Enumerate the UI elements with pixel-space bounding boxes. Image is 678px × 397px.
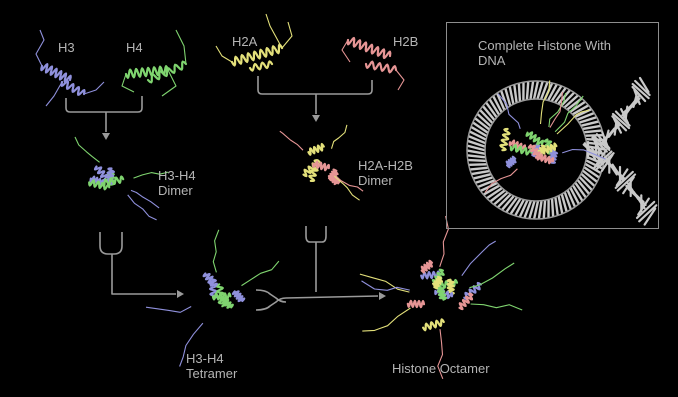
label-h3-h4-tetramer (186, 351, 237, 381)
label-h2b: H2B (393, 34, 419, 49)
helix-segment (213, 293, 231, 299)
arrowhead-to-h2a-h2b-dimer (312, 115, 320, 122)
connector-to-octamer (256, 290, 378, 310)
protein-tail (128, 195, 157, 220)
helix-segment (233, 291, 244, 301)
label-h4: H4 (126, 40, 143, 55)
protein-tail (362, 308, 410, 331)
label-h3: H3 (58, 40, 75, 55)
protein-tail (216, 46, 232, 62)
histone-octamer (360, 216, 522, 379)
label-h2a-h2b-dimer (358, 158, 413, 188)
protein-tail (242, 261, 279, 286)
label-tetramer-line2: Tetramer (186, 366, 238, 381)
helix-segment (423, 319, 444, 330)
protein-tail (146, 307, 191, 313)
helix-segment (62, 81, 85, 95)
connector-h2a-h2b (258, 76, 372, 114)
helix-segment (308, 144, 323, 155)
helix-segment (460, 294, 473, 310)
label-h3-h4-dimer (158, 168, 196, 198)
connector-h3-h4 (66, 96, 142, 132)
protein-tail (46, 82, 62, 106)
protein-tail (469, 263, 514, 288)
label-h2a: H2A (232, 34, 258, 49)
label-h2a-h2b-dimer-line2: Dimer (358, 173, 393, 188)
protein-tail (84, 82, 104, 94)
protein-tail (266, 14, 282, 48)
connector-h2a-h2b-down (306, 226, 326, 292)
protein-tail (332, 125, 347, 149)
helix-segment (422, 261, 432, 273)
protein-tail (462, 241, 496, 276)
protein-tail (280, 131, 303, 150)
label-inset-title-line2: DNA (478, 53, 506, 68)
protein-tail (471, 304, 523, 310)
protein-tail (360, 274, 410, 292)
helix-segment (41, 64, 70, 82)
arrowhead-to-octamer (379, 292, 386, 300)
helix-segment (204, 274, 217, 287)
helix-segment (366, 62, 396, 73)
helix-segment (408, 301, 424, 307)
protein-tail (75, 137, 100, 162)
protein-tail (176, 30, 186, 64)
protein-tail (334, 176, 359, 200)
protein-tail (362, 281, 410, 290)
h3-h4-tetramer (146, 230, 279, 367)
label-histone-octamer: Histone Octamer (392, 361, 490, 376)
label-inset-title-line1: Complete Histone With (478, 38, 611, 53)
connector-to-tetramer (100, 232, 176, 294)
label-h2a-h2b-dimer-line1: H2A-H2B (358, 158, 413, 173)
h2a-h2b-dimer (280, 125, 363, 200)
arrowhead-to-h3-h4-dimer (102, 133, 110, 140)
arrowhead-to-tetramer (177, 290, 184, 298)
label-inset-title (478, 38, 611, 68)
protein-tail (36, 30, 44, 66)
label-tetramer-line1: H3-H4 (186, 351, 224, 366)
protein-tail (131, 190, 159, 208)
helix-segment (250, 61, 272, 70)
protein-tail (282, 22, 292, 48)
protein-tail (396, 70, 404, 90)
label-h3-h4-dimer-line1: H3-H4 (158, 168, 196, 183)
protein-tail (213, 230, 219, 273)
label-h3-h4-dimer-line2: Dimer (158, 183, 193, 198)
h3-h4-dimer (75, 137, 168, 220)
helix-segment (348, 38, 391, 58)
